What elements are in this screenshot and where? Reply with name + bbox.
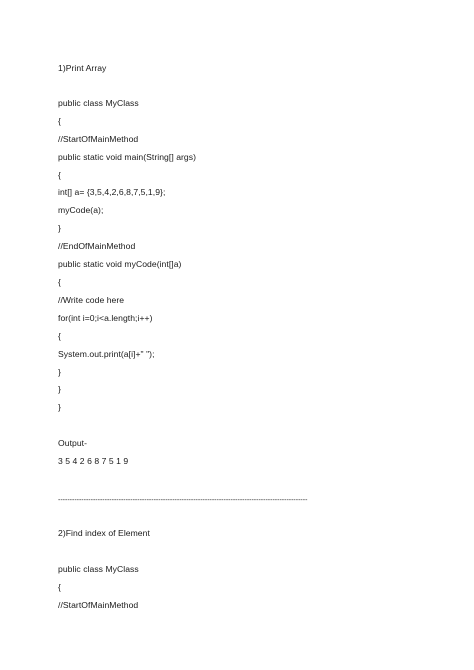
code-line: } [58, 384, 61, 394]
code-line: { [58, 170, 61, 180]
output-value: 3 5 4 2 6 8 7 5 1 9 [58, 456, 129, 466]
output-label: Output- [58, 438, 88, 448]
section-heading-find-index: 2)Find index of Element [58, 528, 150, 538]
code-line: public static void myCode(int[]a) [58, 259, 182, 269]
code-line: public class MyClass [58, 564, 139, 574]
code-line: public class MyClass [58, 98, 139, 108]
section-heading-print-array: 1)Print Array [58, 63, 107, 73]
section-divider: ----------------------------------------------------------------------------------------------------------- [58, 497, 308, 504]
code-line: //Write code here [58, 295, 125, 305]
code-line: } [58, 402, 61, 412]
code-line: } [58, 223, 61, 233]
code-line: { [58, 331, 61, 341]
code-line: //StartOfMainMethod [58, 600, 139, 610]
code-line: public static void main(String[] args) [58, 152, 197, 162]
code-line: } [58, 367, 61, 377]
code-line: myCode(a); [58, 205, 104, 215]
code-line: //EndOfMainMethod [58, 241, 136, 251]
code-line: //StartOfMainMethod [58, 134, 139, 144]
code-line: System.out.print(a[i]+" "); [58, 349, 155, 359]
code-line: for(int i=0;i<a.length;i++) [58, 313, 153, 323]
code-line: { [58, 277, 61, 287]
code-line: { [58, 116, 61, 126]
code-line: int[] a= {3,5,4,2,6,8,7,5,1,9}; [58, 187, 166, 197]
code-line: { [58, 582, 61, 592]
